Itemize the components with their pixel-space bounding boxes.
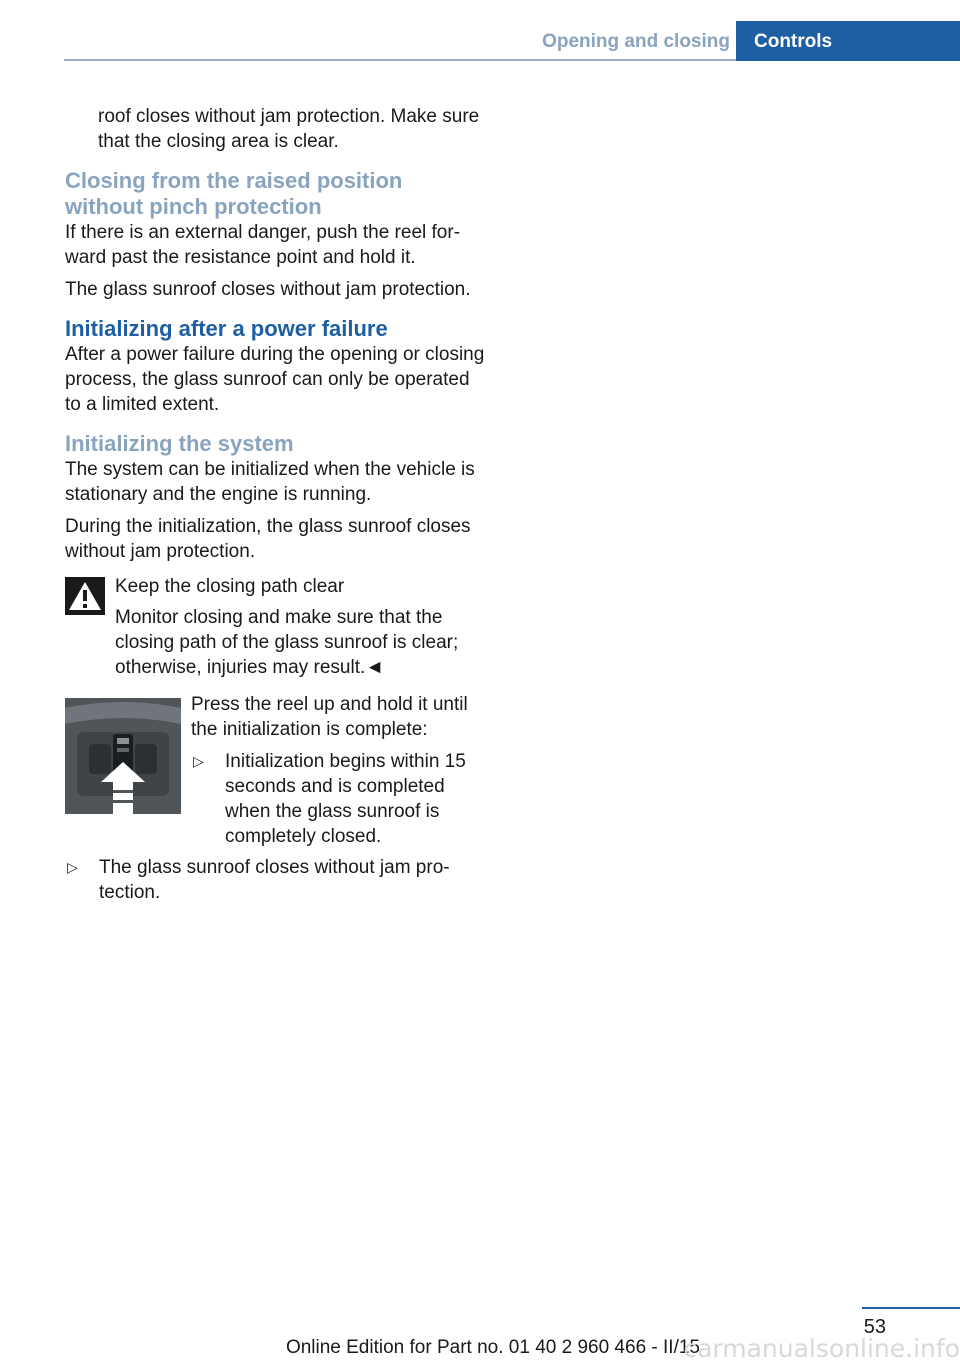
warning-title: Keep the closing path clear: [115, 576, 345, 597]
header-section-title: Opening and closing: [542, 31, 730, 52]
heading-initializing-system: Initializing the system: [65, 431, 294, 456]
header-chapter-tab: Controls: [736, 21, 960, 61]
intro-paragraph: roof closes without jam protection. Make sure that the closing area is clear.: [98, 106, 480, 152]
bullet-list: [65, 855, 485, 905]
press-instruction: Press the reel up and hold it until the initialization is complete:: [191, 694, 468, 740]
bullet-triangle-icon: ▷: [67, 859, 78, 875]
watermark: carmanualsonline.info: [683, 1334, 960, 1363]
figure-caption-area: [191, 692, 485, 849]
list-item: [191, 749, 485, 849]
paragraph-power-failure: After a power failure during the opening or closing process, the glass sunroof can only be operated to a limited extent.: [65, 344, 485, 415]
bullet-triangle-icon: ▷: [193, 753, 204, 769]
warning-text: Monitor closing and make sure that the closing path of the glass sunroof is clear; otherwise, injuries may result.◄: [115, 607, 459, 678]
warning-block: [65, 574, 485, 680]
bullet-text: Initialization begins within 15 seconds and is completed when the glass sunroof is completely closed.: [225, 751, 466, 847]
list-item: [65, 855, 485, 905]
warning-triangle-icon: [65, 577, 105, 615]
nested-bullet-list: [191, 749, 485, 849]
main-column: [65, 104, 485, 911]
heading-raised-position: Closing from the raised position without pinch protection: [65, 168, 403, 219]
paragraph-system-2: During the initialization, the glass sunroof closes without jam protection.: [65, 516, 471, 562]
paragraph-raised-1: If there is an external danger, push the reel forward past the resistance point and hold it.: [65, 222, 461, 268]
sunroof-control-reel-illustration: [65, 698, 181, 814]
page-number: 53: [863, 1316, 886, 1338]
paragraph-system-1: The system can be initialized when the vehicle is stationary and the engine is running.: [65, 459, 475, 505]
figure-block: [65, 692, 485, 849]
heading-power-failure: Initializing after a power failure: [65, 316, 388, 341]
footer-edition: Online Edition for Part no. 01 40 2 960 466 - II/15: [285, 1337, 700, 1358]
bullet-text: The glass sunroof closes without jam protection.: [99, 857, 450, 903]
paragraph-raised-2: The glass sunroof closes without jam protection.: [65, 279, 471, 300]
footer-rule: [862, 1307, 960, 1309]
